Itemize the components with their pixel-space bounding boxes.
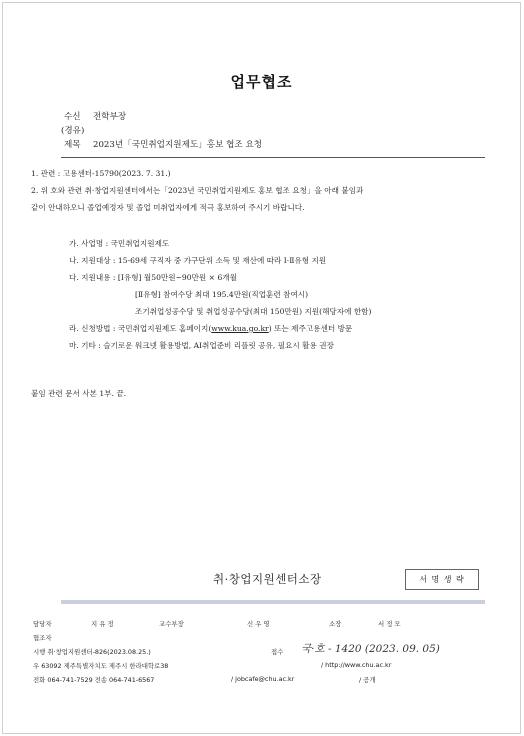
subject-label: 제목 bbox=[64, 140, 81, 150]
footer-email[interactable]: / jobcafe@chu.ac.kr bbox=[231, 675, 295, 683]
subject-value: 2023년「국민취업지원제도」홍보 협조 요청 bbox=[93, 140, 263, 150]
footer-received-label: 접수 bbox=[271, 648, 284, 656]
item-ra-suffix: ) 또는 제주고용센터 방문 bbox=[268, 324, 353, 333]
item-da-type2: [Ⅱ유형] 참여수당 최대 195.4만원(직업훈련 참여시) bbox=[135, 290, 309, 299]
kua-website-link[interactable]: www.kua.go.kr bbox=[211, 324, 269, 333]
document-title: 업무협조 bbox=[230, 73, 293, 91]
body-line-1: 1. 관련 : 고용센터-15790(2023. 7. 31.) bbox=[31, 169, 171, 178]
footer-staff-name: 지 유 정 bbox=[91, 620, 114, 628]
sender-name: 취·창업지원센터소장 bbox=[213, 572, 322, 586]
item-ma: 마. 기타 : 슬기로운 워크넷 활용방법, AI취업준비 리플릿 공유, 필요시 활용 권장 bbox=[69, 341, 334, 350]
received-number-handwritten: 국·호 - 1420 (2023. 09. 05) bbox=[301, 643, 440, 655]
footer-director-label: 소장 bbox=[329, 620, 342, 628]
footer-disclosure: / 공개 bbox=[359, 676, 376, 684]
footer-enforcement: 시행 취·창업지원센터-826(2023.08.25.) bbox=[33, 648, 151, 656]
item-ga: 가. 사업명 : 국민취업지원제도 bbox=[69, 239, 170, 248]
footer-director-name: 서 정 모 bbox=[378, 620, 401, 628]
via-label: (경유) bbox=[61, 126, 85, 136]
signature-omitted-box: 서 명 생 략 bbox=[405, 569, 479, 590]
item-da-bonus: 조기취업성공수당 및 취업성공수당(최대 150만원) 지원(해당자에 한함) bbox=[135, 307, 372, 316]
attachment-line: 붙임 관련 문서 사본 1부. 끝. bbox=[31, 389, 127, 398]
footer-address: 우 63092 제주특별자치도 제주시 한라대학로38 bbox=[33, 662, 169, 670]
item-na: 나. 지원대상 : 15-69세 구직자 중 가구단위 소득 및 재산에 따라 Ⅰ·Ⅱ유형 지원 bbox=[69, 256, 327, 265]
recipient-value: 전학부장 bbox=[93, 112, 127, 122]
footer-dean-label: 교수부장 bbox=[159, 620, 184, 628]
footer-cooperator-label: 협조자 bbox=[33, 634, 52, 642]
document-page bbox=[2, 2, 521, 734]
footer-staff-label: 담당자 bbox=[33, 620, 52, 628]
footer-bar bbox=[61, 600, 485, 604]
item-da: 다. 지원내용 : [Ⅰ유형] 월50만원~90만원 × 6개월 bbox=[69, 273, 237, 282]
item-ra-prefix: 라. 신청방법 : 국민취업지원제도 홈페이지( bbox=[69, 324, 212, 333]
footer-homepage[interactable]: / http://www.chu.ac.kr bbox=[321, 661, 392, 669]
footer-dean-name: 신 우 영 bbox=[247, 620, 270, 628]
body-line-2b: 같이 안내하오니 졸업예정자 및 졸업 미취업자에게 적극 홍보하여 주시기 바랍니다. bbox=[31, 203, 305, 212]
footer-phone-fax: 전화 064-741-7529 전송 064-741-6567 bbox=[33, 676, 155, 684]
body-line-2a: 2. 위 호와 관련 취·창업지원센터에서는「2023년 국민취업지원제도 홍보 협조 요청」을 아래 붙임과 bbox=[31, 186, 364, 195]
recipient-label: 수신 bbox=[64, 112, 81, 122]
item-ra bbox=[69, 323, 352, 334]
header-divider bbox=[61, 157, 485, 158]
